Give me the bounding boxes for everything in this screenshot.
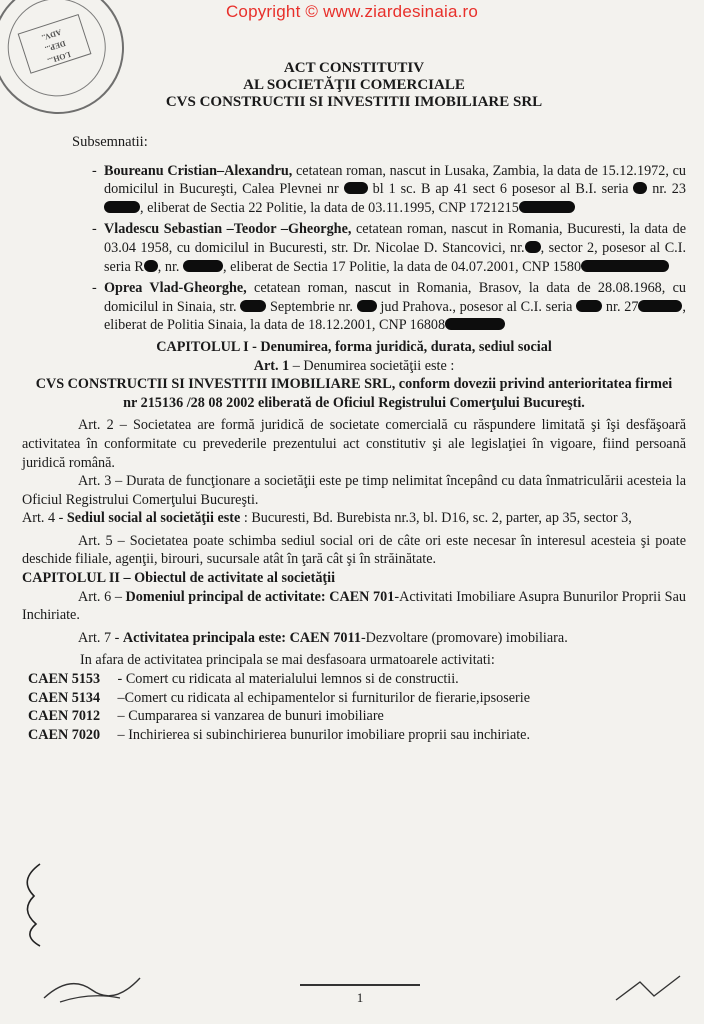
- person-text: cetatean roman, nascut in Romania, Bucuresti, la data de 03.04 1958, cu domicilul in Bucuresti, str. Dr. Nicolae D. Stancovici, nr.: [104, 221, 686, 256]
- art-4-text: [22, 509, 686, 528]
- redaction-mark: [576, 300, 602, 312]
- person-name: Vladescu Sebastian –Teodor –Gheorghe,: [104, 221, 352, 238]
- person-name: Boureanu Cristian–Alexandru,: [104, 162, 293, 179]
- caen-desc: - Comert cu ridicata al materialului lemnos si de constructii.: [114, 671, 459, 688]
- copyright-watermark: Copyright © www.ziardesinaia.ro: [225, 2, 479, 21]
- redaction-mark: [144, 260, 158, 272]
- person-text: , eliberat de Politia Sinaia, la data de 18.12.2001, CNP 16808: [104, 298, 686, 334]
- art-1-heading-text: – Denumirea societăţii este :: [289, 357, 455, 374]
- art-7-text: [22, 629, 686, 648]
- title-line-2: AL SOCIETĂŢII COMERCIALE: [243, 77, 465, 93]
- person-entry: [22, 279, 686, 335]
- handwritten-signature-left: [40, 968, 150, 1008]
- redaction-mark: [525, 241, 541, 253]
- person-text: , nr.: [157, 258, 184, 275]
- redaction-mark: [581, 260, 669, 272]
- art-5-text: Art. 5 – Societatea poate schimba sediul social ori de câte ori este necesar în interesul acesteia şi poate deschide filiale, agenţii, birouri, sucursale atât în ţară cât şi în străinătate.: [22, 532, 686, 568]
- redaction-mark: [633, 182, 647, 194]
- art-6-text: [22, 588, 686, 625]
- person-text: Septembrie nr.: [266, 298, 357, 315]
- art-1-label: Art. 1: [253, 357, 290, 374]
- list-dash: -: [92, 221, 97, 238]
- art-7-label: Art. 7 -: [78, 629, 123, 646]
- intro-label: Subsemnatii:: [72, 134, 148, 150]
- person-text: cetatean roman, nascut in Romania, Brasov, la data de 28.08.1968, cu domicilul in Sinaia, str.: [104, 280, 686, 315]
- page-footer-line: [300, 984, 420, 986]
- caen-desc: – Inchirierea si subinchirierea bunurilor imobiliare proprii sau inchiriate.: [114, 726, 531, 743]
- person-text: , eliberat de Sectia 17 Politie, la data de 04.07.2001, CNP 1580: [223, 258, 582, 275]
- redaction-mark: [519, 201, 575, 213]
- redaction-mark: [183, 260, 223, 272]
- caen-code: CAEN 7020: [28, 726, 101, 743]
- art-6-label: Art. 6 –: [78, 588, 126, 605]
- person-text: nr. 27: [602, 298, 639, 315]
- chapter-2-heading: CAPITOLUL II – Obiectul de activitate al societăţii: [22, 570, 336, 587]
- document-title: [22, 60, 686, 111]
- person-text: jud Prahova., posesor al C.I. seria: [376, 298, 577, 315]
- chapter-1-heading: CAPITOLUL I - Denumirea, forma juridică, durata, sediul social: [156, 338, 552, 355]
- person-name: Oprea Vlad-Gheorghe,: [104, 280, 247, 297]
- page-number: 1: [356, 990, 364, 1005]
- caen-item: [22, 670, 686, 689]
- art-1-heading: [22, 357, 686, 376]
- caen-item: [22, 707, 686, 726]
- redaction-mark: [357, 300, 377, 312]
- art-6-bold: Domeniul principal de activitate: CAEN 701: [125, 588, 395, 605]
- document-body: [22, 60, 686, 744]
- redaction-mark: [344, 182, 368, 194]
- art-4-label: Art. 4 -: [22, 510, 64, 527]
- list-dash: -: [92, 162, 97, 179]
- title-line-3: CVS CONSTRUCTII SI INVESTITII IMOBILIARE SRL: [165, 94, 543, 110]
- person-entry: [22, 220, 686, 276]
- person-text: bl 1 sc. B ap 41 sect 6 posesor al B.I. seria: [367, 181, 634, 198]
- redaction-mark: [240, 300, 266, 312]
- caen-code: CAEN 7012: [28, 708, 101, 725]
- person-text: , sector 2, posesor al C.I. seria R: [104, 239, 686, 275]
- list-dash: -: [92, 280, 97, 297]
- stamp-line: ADV..: [40, 27, 63, 43]
- art-3-text: Art. 3 – Durata de funcţionare a societăţii este pe timp nelimitat începând cu data înmatriculării acesteia la Oficiul Registrului Comerţului Bucureşti.: [22, 473, 686, 508]
- redaction-mark: [104, 201, 140, 213]
- person-text: nr. 23: [647, 181, 686, 198]
- handwritten-signature-right: [610, 970, 690, 1010]
- art-2-text: Art. 2 – Societatea are formă juridică de societate comercială cu răspundere limitată şi îşi desfăşoară activitatea în conformitate cu prevederile prezentului act constitutiv şi ale legislaţiei în vigoare, fiind persoană juridică română.: [22, 417, 686, 471]
- title-line-1: ACT CONSTITUTIV: [283, 60, 425, 76]
- stamp-line: DEP...: [43, 38, 67, 54]
- art-4-rest: : Bucuresti, Bd. Burebista nr.3, bl. D16, sc. 2, parter, ap 35, sector 3,: [240, 510, 632, 527]
- caen-desc: –Comert cu ridicata al echipamentelor si furniturilor de fierarie,ipsoserie: [114, 689, 531, 706]
- caen-code: CAEN 5153: [28, 671, 101, 688]
- stamp-line: LOH...: [46, 49, 72, 66]
- art-6-rest: -Activitati Imobiliare Asupra Bunurilor Proprii Sau Inchiriate.: [22, 588, 686, 624]
- caen-item: [22, 689, 686, 708]
- secondary-activities-intro: In afara de activitatea principala se mai desfasoara urmatoarele activitati:: [80, 652, 495, 669]
- redaction-mark: [445, 318, 505, 330]
- caen-item: [22, 726, 686, 745]
- art-7-rest: -Dezvoltare (promovare) imobiliara.: [360, 629, 568, 646]
- person-entry: [22, 162, 686, 218]
- caen-code: CAEN 5134: [28, 689, 101, 706]
- caen-desc: – Cumpararea si vanzarea de bunuri imobiliare: [114, 708, 384, 725]
- redaction-mark: [638, 300, 682, 312]
- art-4-bold: Sediul social al societăţii este: [63, 510, 241, 527]
- art-1-body: CVS CONSTRUCTII SI INVESTITII IMOBILIARE SRL, conform dovezii privind anterioritatea firmei nr 215136 /28 08 2002 eliberată de Oficiul Registrului Comerţului Bucureşti.: [35, 376, 673, 411]
- person-text: cetatean roman, nascut in Lusaka, Zambia, la data de 15.12.1972, cu domicilul in Bucureşti, Calea Plevnei nr: [104, 162, 686, 198]
- handwritten-bracket-mark: [10, 860, 50, 950]
- person-text: , eliberat de Sectia 22 Politie, la data de 03.11.1995, CNP 1721215: [140, 199, 519, 216]
- art-7-bold: Activitatea principala este: CAEN 7011: [122, 629, 361, 646]
